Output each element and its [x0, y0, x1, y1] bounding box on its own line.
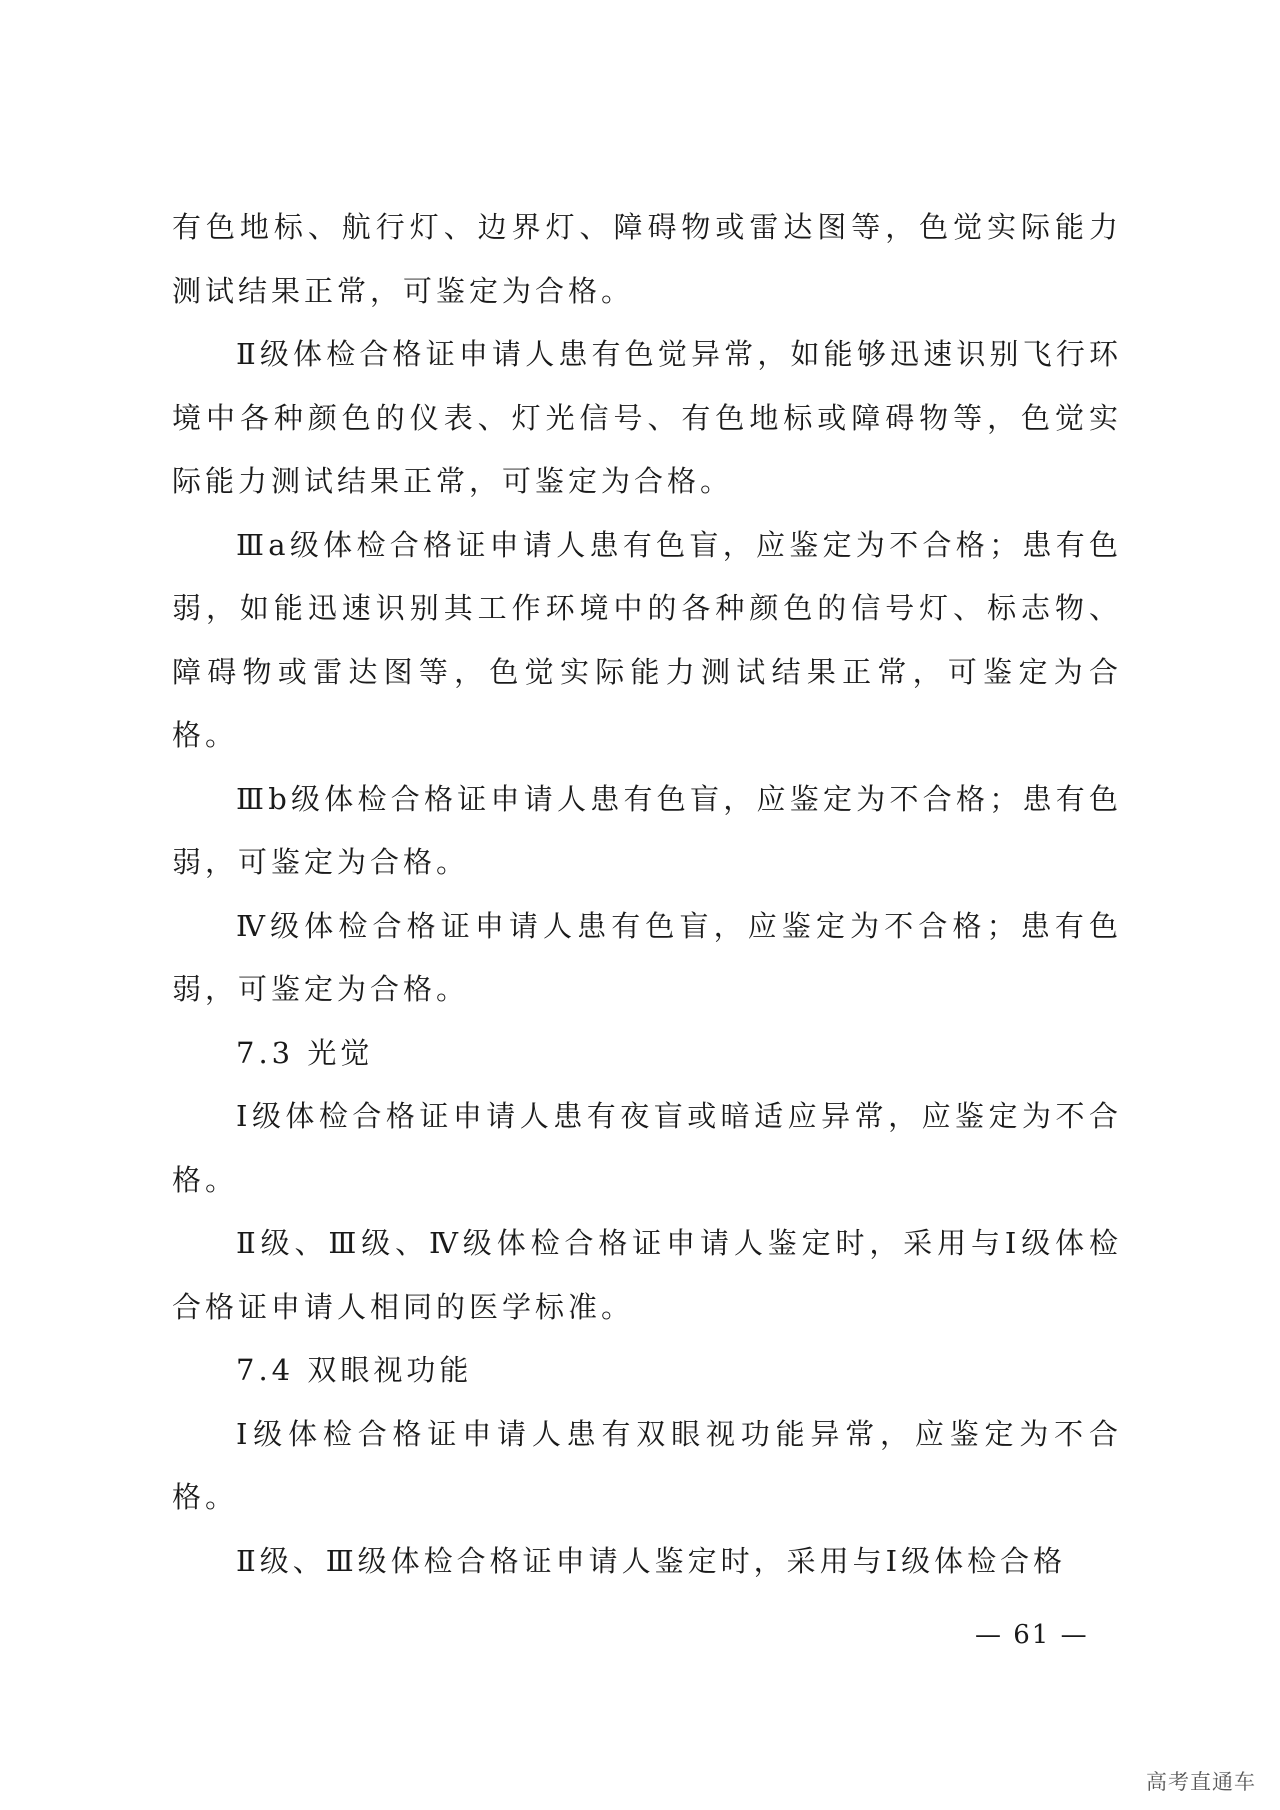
- section-heading-7-3: 7.3 光觉: [236, 1035, 374, 1070]
- paragraph-6: Ⅰ级体检合格证申请人患有夜盲或暗适应异常，应鉴定为不合格。: [172, 1099, 1122, 1197]
- section-heading-7-4: 7.4 双眼视功能: [236, 1353, 473, 1387]
- paragraph-8: Ⅰ级体检合格证申请人患有双眼视功能异常，应鉴定为不合格。: [172, 1416, 1122, 1514]
- paragraph-3: Ⅲa级体检合格证申请人患有色盲，应鉴定为不合格；患有色弱，如能迅速识别其工作环境中的各种颜色的信号灯、标志物、障碍物或雷达图等，色觉实际能力测试结果正常，可鉴定为合格。: [172, 527, 1122, 752]
- paragraph-4: Ⅲb级体检合格证申请人患有色盲，应鉴定为不合格；患有色弱，可鉴定为合格。: [172, 781, 1122, 879]
- paragraph-5: Ⅳ级体检合格证申请人患有色盲，应鉴定为不合格；患有色弱，可鉴定为合格。: [172, 908, 1122, 1006]
- paragraph-9: Ⅱ级、Ⅲ级体检合格证申请人鉴定时，采用与Ⅰ级体检合格: [236, 1543, 1067, 1578]
- document-body: [172, 196, 1122, 1593]
- page-number: — 61 —: [975, 1620, 1089, 1650]
- paragraph-7: Ⅱ级、Ⅲ级、Ⅳ级体检合格证申请人鉴定时，采用与Ⅰ级体检合格证申请人相同的医学标准。: [172, 1226, 1122, 1324]
- watermark-text: 高考直通车: [1146, 1770, 1256, 1794]
- paragraph-1: 有色地标、航行灯、边界灯、障碍物或雷达图等，色觉实际能力测试结果正常，可鉴定为合格。: [172, 210, 1122, 308]
- paragraph-2: Ⅱ级体检合格证申请人患有色觉异常，如能够迅速识别飞行环境中各种颜色的仪表、灯光信号、有色地标或障碍物等，色觉实际能力测试结果正常，可鉴定为合格。: [172, 337, 1122, 498]
